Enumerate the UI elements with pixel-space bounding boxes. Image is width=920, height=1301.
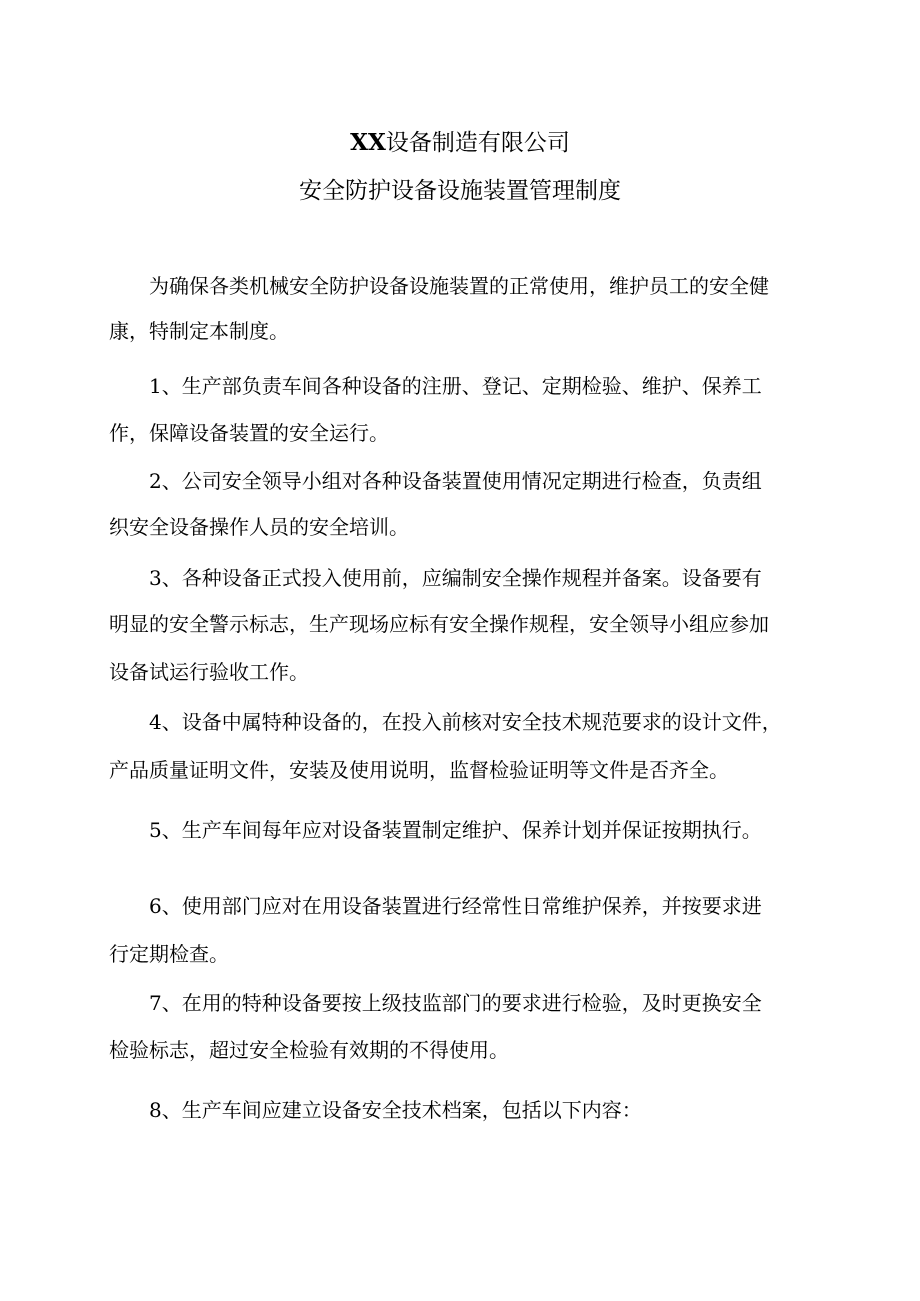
paragraph-line: 8、生产车间应建立设备安全技术档案，包括以下内容： — [149, 1098, 642, 1122]
paragraph-line: 3、各种设备正式投入使用前，应编制安全操作规程并备案。设备要有 — [149, 566, 762, 590]
company-name — [0, 128, 920, 158]
paragraph-line: 作，保障设备装置的安全运行。 — [109, 421, 389, 445]
paragraph-line: 产品质量证明文件，安装及使用说明，监督检验证明等文件是否齐全。 — [109, 758, 729, 782]
company-name-rest: 设备制造有限公司 — [385, 130, 570, 156]
company-prefix: XX — [350, 129, 386, 156]
paragraph-line: 康，特制定本制度。 — [109, 319, 289, 343]
paragraph-line: 行定期检查。 — [109, 942, 229, 966]
paragraph-line: 6、使用部门应对在用设备装置进行经常性日常维护保养，并按要求进 — [149, 894, 762, 918]
paragraph-line: 设备试运行验收工作。 — [109, 660, 309, 684]
paragraph-line: 2、公司安全领导小组对各种设备装置使用情况定期进行检查，负责组 — [149, 469, 762, 493]
paragraph-line: 7、在用的特种设备要按上级技监部门的要求进行检验，及时更换安全 — [149, 991, 762, 1015]
paragraph-line: 4、设备中属特种设备的，在投入前核对安全技术规范要求的设计文件， — [149, 710, 782, 734]
paragraph-line: 5、生产车间每年应对设备装置制定维护、保养计划并保证按期执行。 — [149, 818, 762, 842]
paragraph-line: 明显的安全警示标志，生产现场应标有安全操作规程，安全领导小组应参加 — [109, 612, 769, 636]
paragraph-line: 1、生产部负责车间各种设备的注册、登记、定期检验、维护、保养工 — [149, 374, 762, 398]
paragraph-line: 为确保各类机械安全防护设备设施装置的正常使用，维护员工的安全健 — [149, 274, 769, 298]
document-title: 安全防护设备设施装置管理制度 — [299, 178, 621, 204]
paragraph-line: 织安全设备操作人员的安全培训。 — [109, 515, 409, 539]
paragraph-line: 检验标志，超过安全检验有效期的不得使用。 — [109, 1038, 509, 1062]
